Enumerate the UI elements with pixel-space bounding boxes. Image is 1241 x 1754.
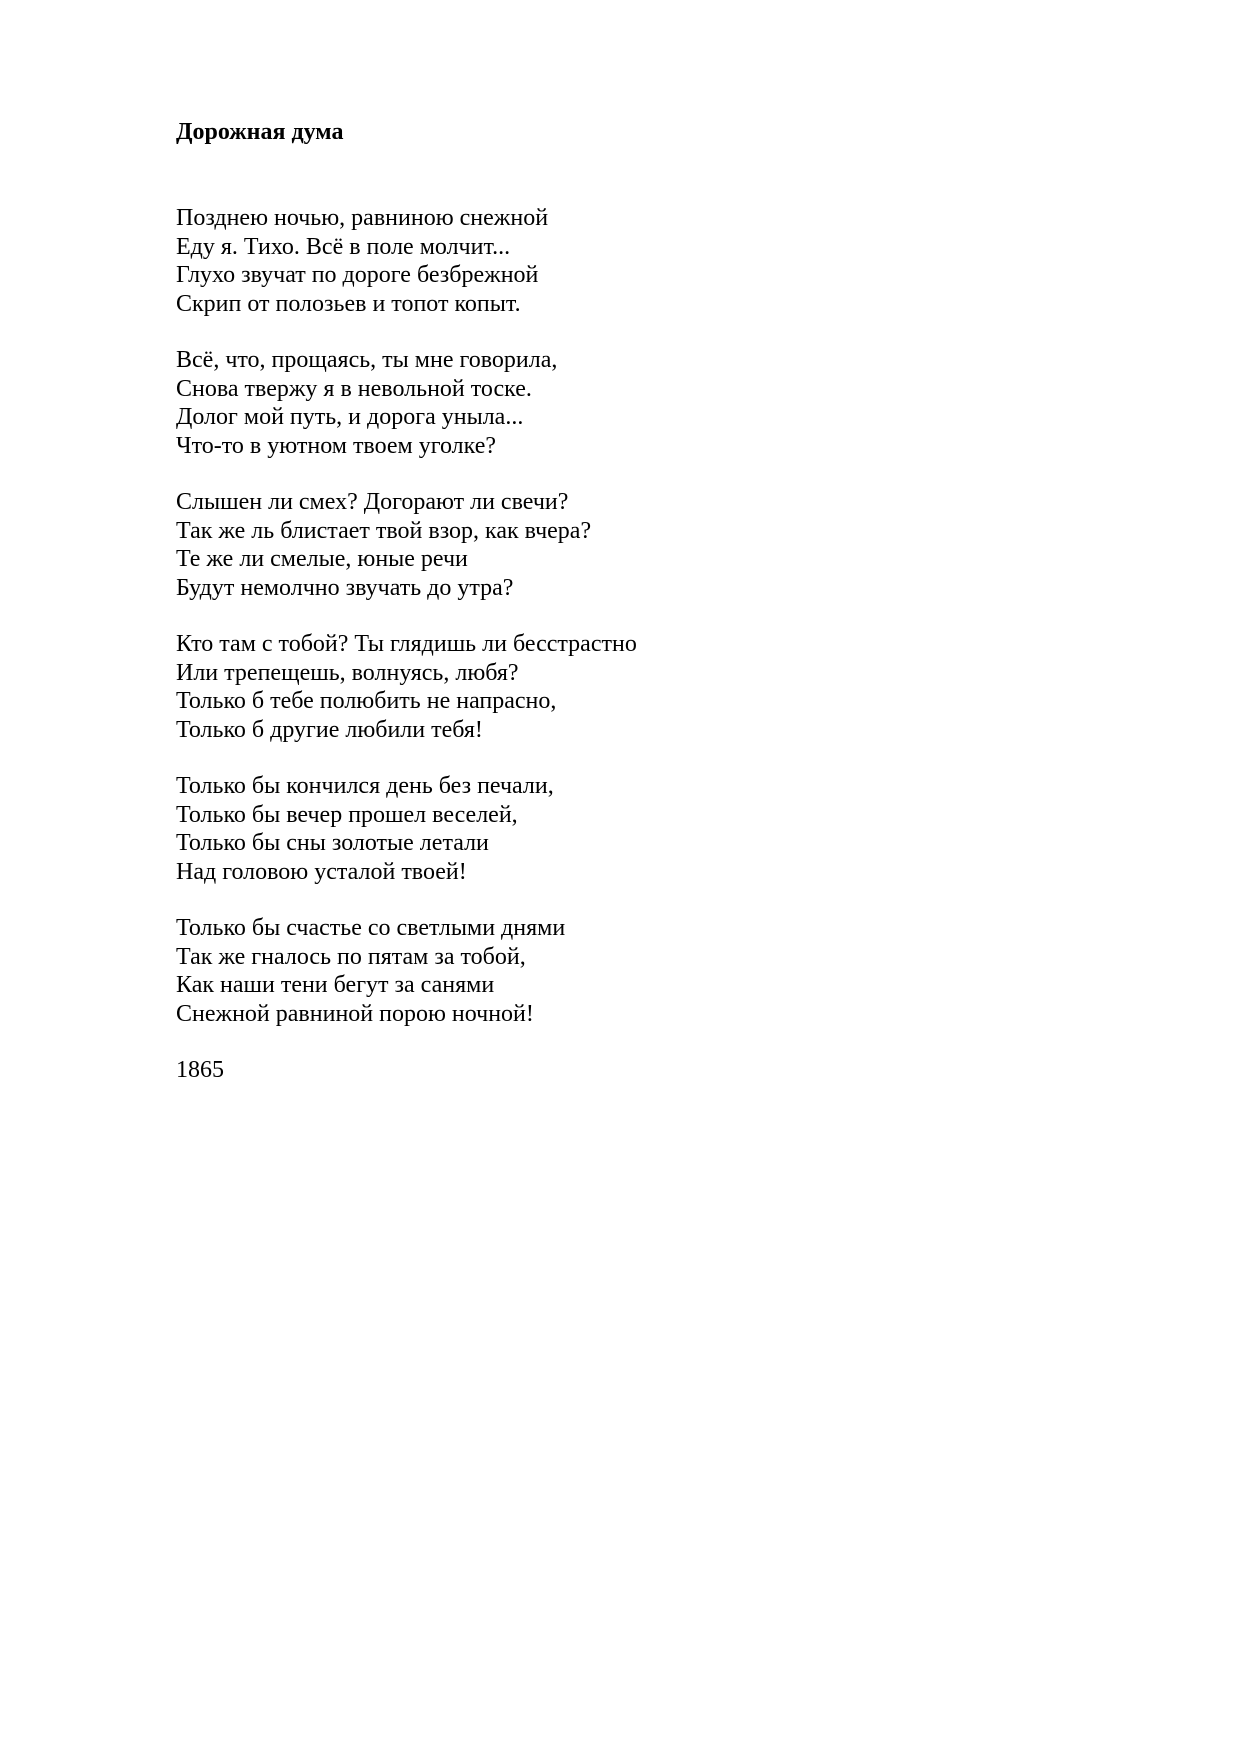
- poem-body: [176, 204, 637, 1084]
- poem-line: Всё, что, прощаясь, ты мне говорила,: [176, 347, 558, 373]
- poem-line: Только бы вечер прошел веселей,: [176, 801, 518, 828]
- poem-year: 1865: [176, 1057, 224, 1083]
- stanza: [176, 914, 637, 1028]
- poem-line: Глухо звучат по дороге безбрежной: [176, 262, 539, 288]
- poem-line: Те же ли смелые, юные речи: [176, 546, 468, 572]
- poem-title: Дорожная дума: [176, 119, 344, 145]
- poem-line: Скрип от полозьев и топот копыт.: [176, 290, 521, 317]
- stanza: [176, 346, 637, 460]
- poem-line: Над головою усталой твоей!: [176, 858, 467, 885]
- poem-line: Что-то в уютном твоем уголке?: [176, 432, 497, 459]
- poem-line: Только б тебе полюбить не напрасно,: [176, 688, 557, 714]
- poem-line: Кто там с тобой? Ты глядишь ли бесстрастно: [176, 631, 637, 657]
- poem-line: Так же ль блистает твой взор, как вчера?: [176, 517, 592, 544]
- poem-line: Будут немолчно звучать до утра?: [176, 574, 514, 601]
- stanza: [176, 772, 637, 886]
- poem-line: Снежной равниной порою ночной!: [176, 1000, 534, 1027]
- poem-line: Еду я. Тихо. Всё в поле молчит...: [176, 233, 511, 260]
- stanza: [176, 488, 637, 602]
- poem-line: Позднею ночью, равниною снежной: [176, 205, 549, 231]
- poem-line: Так же гналось по пятам за тобой,: [176, 943, 526, 970]
- poem-line: Как наши тени бегут за санями: [176, 972, 495, 998]
- poem-line: Или трепещешь, волнуясь, любя?: [176, 659, 519, 686]
- poem-line: Снова твержу я в невольной тоске.: [176, 375, 532, 402]
- poem-line: Только бы сны золотые летали: [176, 830, 489, 856]
- stanza: [176, 630, 637, 744]
- poem-line: Только бы счастье со светлыми днями: [176, 915, 566, 941]
- poem-line: Только бы кончился день без печали,: [176, 773, 554, 799]
- poem-line: Только б другие любили тебя!: [176, 716, 483, 743]
- stanza: [176, 204, 637, 318]
- poem-line: Долог мой путь, и дорога уныла...: [176, 404, 524, 430]
- poem-line: Слышен ли смех? Догорают ли свечи?: [176, 489, 569, 515]
